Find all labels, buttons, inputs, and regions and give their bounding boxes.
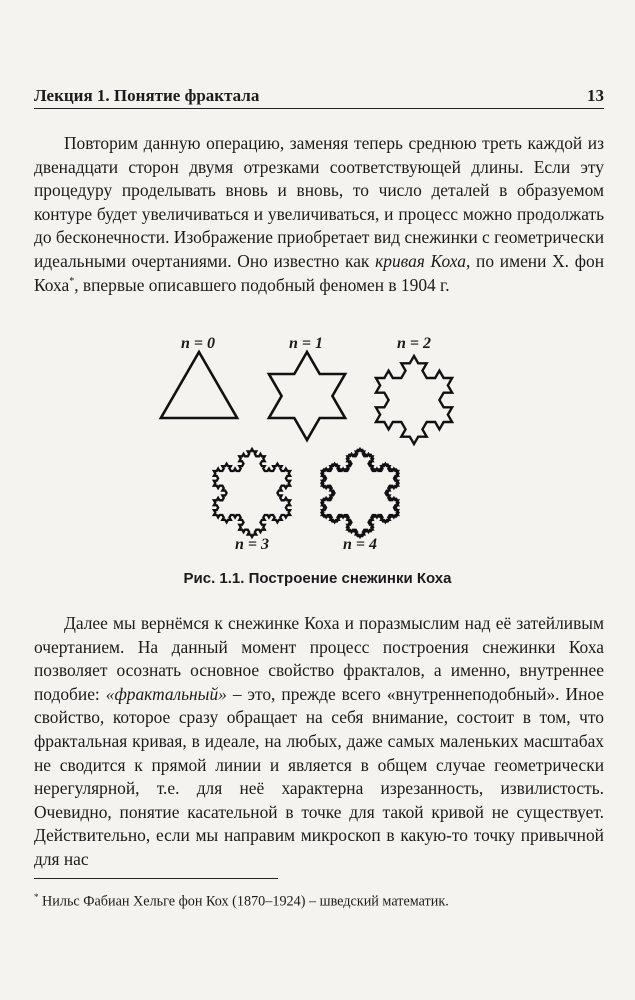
footnote-reference: * xyxy=(69,275,75,287)
footnote xyxy=(34,888,614,911)
koch-curve-term: кривая Коха xyxy=(375,250,466,271)
koch-snowflake-n2 xyxy=(376,356,452,444)
koch-snowflake-n1 xyxy=(269,352,345,440)
page-number: 13 xyxy=(587,86,604,105)
paragraph-1-text-a: Повторим данную операцию, заменяя теперь среднюю треть каждой из двенадцати сторон двумя отрезками соответствующей длины. Если эту процедуру проделывать вновь и вновь, то число деталей в образуемом контуре будет увеличиваться и увеличиваться, и процесс можно продолжать до бесконечности. Изображение приобретает вид снежинки с геометрически идеальными очертаниями. Оно известно как xyxy=(34,133,604,271)
figure-caption: Рис. 1.1. Построение снежинки Коха xyxy=(183,570,452,587)
fractal-term: «фрактальный» xyxy=(105,683,227,704)
paragraph-2-text-b: – это, прежде всего «внутреннеподобный». Иное свойство, которое сразу обращает на себя внимание, состоит в том, что фрактальная кривая, в идеале, на любых, даже самых маленьких масштабах не сводится к прямой линии и является в общем случае геометрически нерегулярной, т.е. для неё характерна изрезанность, извилистость. Очевидно, понятие касательной в точке для такой кривой не существует. Действительно, если мы направим микроскоп в какую-то точку привычной для нас xyxy=(34,683,604,869)
chapter-title: Лекция 1. Понятие фрактала xyxy=(34,86,260,105)
footnote-text: Нильс Фабиан Хельге фон Кох (1870–1924) – шведский математик. xyxy=(38,893,449,910)
label-n2: n = 2 xyxy=(397,335,432,352)
paragraph-1-text-b: , по имени Х. фон Коха xyxy=(34,250,605,295)
label-n3: n = 3 xyxy=(235,536,270,553)
footnote-mark: * xyxy=(34,892,39,902)
koch-snowflake-n4 xyxy=(322,449,398,537)
paragraph-2-text-a: Далее мы вернёмся к снежинке Коха и поразмыслим над её затейливым очертанием. На данный момент процесс построения снежинки Коха позволяет осознать основное свойство фракталов, а именно, внутреннее подобие: xyxy=(34,613,604,704)
koch-snowflake-n3 xyxy=(214,449,290,537)
paragraph-2 xyxy=(34,612,604,872)
koch-snowflake-n0 xyxy=(161,352,237,418)
paragraph-1-text-c: , впервые описавшего подобный феномен в 1904 г. xyxy=(74,274,450,295)
footnote-divider xyxy=(34,878,278,879)
label-n4: n = 4 xyxy=(343,536,378,553)
label-n1: n = 1 xyxy=(289,335,324,352)
label-n0: n = 0 xyxy=(181,335,216,352)
